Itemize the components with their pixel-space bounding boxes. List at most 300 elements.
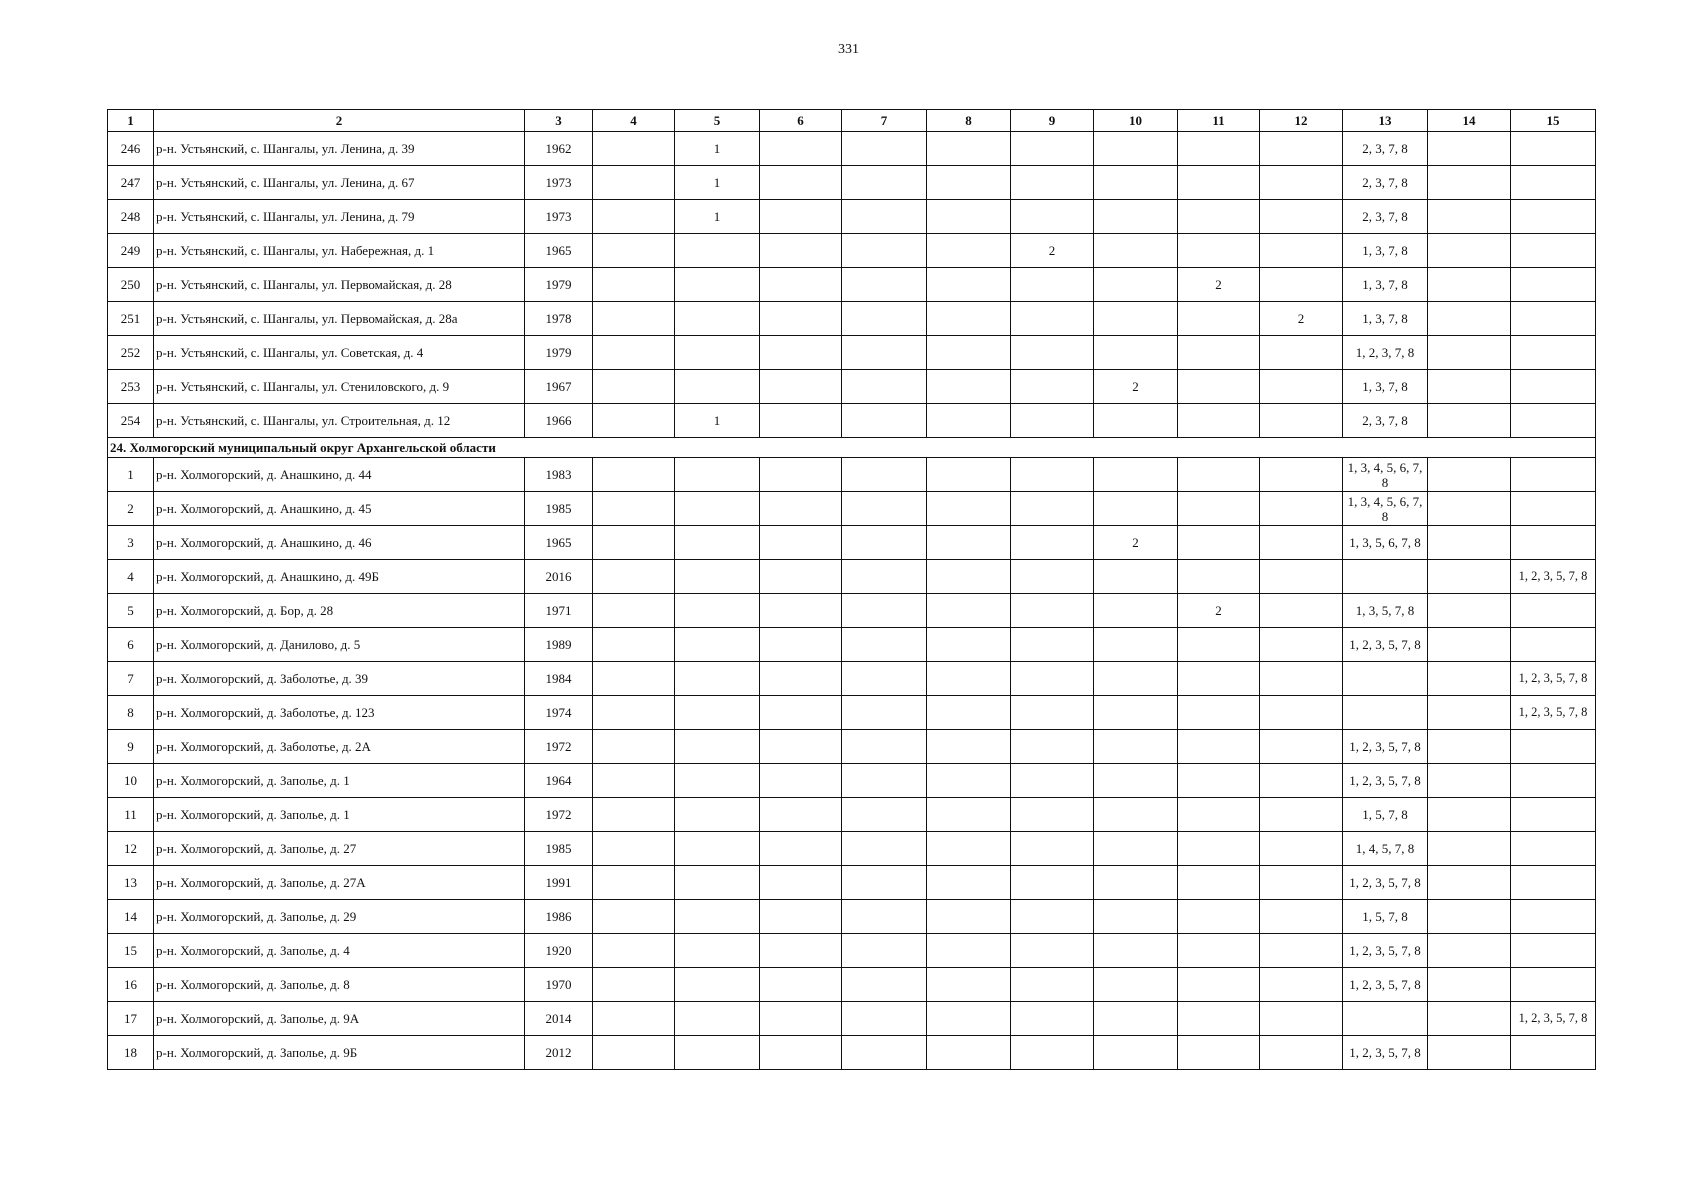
col8-cell	[927, 526, 1011, 560]
col8-cell	[927, 234, 1011, 268]
col15-cell	[1511, 764, 1596, 798]
col6-cell	[760, 832, 842, 866]
column-header: 4	[593, 110, 675, 132]
col7-cell	[842, 934, 927, 968]
col13-cell: 1, 2, 3, 5, 7, 8	[1343, 866, 1428, 900]
col13-cell: 1, 2, 3, 5, 7, 8	[1343, 628, 1428, 662]
col8-cell	[927, 696, 1011, 730]
year-cell: 1964	[525, 764, 593, 798]
col7-cell	[842, 458, 927, 492]
col4-cell	[593, 302, 675, 336]
col13-cell: 1, 2, 3, 5, 7, 8	[1343, 764, 1428, 798]
col4-cell	[593, 594, 675, 628]
address-cell: р-н. Устьянский, с. Шангалы, ул. Набережная, д. 1	[154, 234, 525, 268]
col14-cell	[1428, 832, 1511, 866]
col9-cell	[1011, 730, 1094, 764]
col6-cell	[760, 662, 842, 696]
col15-cell	[1511, 628, 1596, 662]
col5-cell: 1	[675, 132, 760, 166]
col11-cell	[1178, 1036, 1260, 1070]
col8-cell	[927, 1002, 1011, 1036]
col13-cell: 1, 5, 7, 8	[1343, 900, 1428, 934]
col8-cell	[927, 492, 1011, 526]
col11-cell	[1178, 628, 1260, 662]
address-cell: р-н. Холмогорский, д. Анашкино, д. 46	[154, 526, 525, 560]
col10-cell	[1094, 336, 1178, 370]
year-cell: 2014	[525, 1002, 593, 1036]
year-cell: 1985	[525, 832, 593, 866]
col12-cell	[1260, 764, 1343, 798]
col4-cell	[593, 370, 675, 404]
col7-cell	[842, 764, 927, 798]
col15-cell	[1511, 132, 1596, 166]
col12-cell	[1260, 492, 1343, 526]
col11-cell	[1178, 866, 1260, 900]
col9-cell	[1011, 458, 1094, 492]
year-cell: 1978	[525, 302, 593, 336]
col14-cell	[1428, 764, 1511, 798]
col13-cell: 1, 2, 3, 5, 7, 8	[1343, 934, 1428, 968]
col14-cell	[1428, 628, 1511, 662]
table-row	[108, 370, 1596, 404]
address-cell: р-н. Холмогорский, д. Заполье, д. 27А	[154, 866, 525, 900]
col9-cell	[1011, 832, 1094, 866]
col14-cell	[1428, 132, 1511, 166]
col9-cell	[1011, 696, 1094, 730]
year-cell: 1967	[525, 370, 593, 404]
col7-cell	[842, 662, 927, 696]
row-number: 17	[108, 1002, 154, 1036]
year-cell: 1965	[525, 234, 593, 268]
column-header: 14	[1428, 110, 1511, 132]
col11-cell	[1178, 934, 1260, 968]
col6-cell	[760, 968, 842, 1002]
col6-cell	[760, 336, 842, 370]
table-row	[108, 234, 1596, 268]
col9-cell	[1011, 1002, 1094, 1036]
col12-cell	[1260, 1036, 1343, 1070]
col8-cell	[927, 370, 1011, 404]
col15-cell	[1511, 370, 1596, 404]
row-number: 2	[108, 492, 154, 526]
col9-cell	[1011, 798, 1094, 832]
col6-cell	[760, 234, 842, 268]
col14-cell	[1428, 234, 1511, 268]
col9-cell	[1011, 302, 1094, 336]
year-cell: 1984	[525, 662, 593, 696]
col4-cell	[593, 166, 675, 200]
col12-cell	[1260, 662, 1343, 696]
col14-cell	[1428, 404, 1511, 438]
col8-cell	[927, 404, 1011, 438]
col10-cell	[1094, 764, 1178, 798]
col15-cell	[1511, 336, 1596, 370]
col5-cell	[675, 628, 760, 662]
buildings-table	[107, 109, 1596, 1070]
col6-cell	[760, 200, 842, 234]
col5-cell	[675, 492, 760, 526]
col4-cell	[593, 968, 675, 1002]
col15-cell	[1511, 200, 1596, 234]
year-cell: 1989	[525, 628, 593, 662]
col8-cell	[927, 268, 1011, 302]
col7-cell	[842, 166, 927, 200]
col11-cell	[1178, 302, 1260, 336]
col14-cell	[1428, 302, 1511, 336]
col7-cell	[842, 594, 927, 628]
col5-cell: 1	[675, 404, 760, 438]
col8-cell	[927, 832, 1011, 866]
address-cell: р-н. Устьянский, с. Шангалы, ул. Первомайская, д. 28а	[154, 302, 525, 336]
table-row	[108, 832, 1596, 866]
col10-cell	[1094, 798, 1178, 832]
address-cell: р-н. Холмогорский, д. Заполье, д. 29	[154, 900, 525, 934]
col4-cell	[593, 1002, 675, 1036]
header-row	[108, 110, 1596, 132]
col15-cell	[1511, 900, 1596, 934]
col14-cell	[1428, 934, 1511, 968]
address-cell: р-н. Устьянский, с. Шангалы, ул. Ленина, д. 67	[154, 166, 525, 200]
section-title: 24. Холмогорский муниципальный округ Архангельской области	[108, 438, 1596, 458]
col15-cell	[1511, 798, 1596, 832]
col12-cell	[1260, 560, 1343, 594]
col6-cell	[760, 268, 842, 302]
col6-cell	[760, 1036, 842, 1070]
col8-cell	[927, 798, 1011, 832]
year-cell: 1986	[525, 900, 593, 934]
col13-cell: 1, 3, 5, 6, 7, 8	[1343, 526, 1428, 560]
address-cell: р-н. Устьянский, с. Шангалы, ул. Стениловского, д. 9	[154, 370, 525, 404]
col5-cell: 1	[675, 200, 760, 234]
year-cell: 1985	[525, 492, 593, 526]
col10-cell	[1094, 560, 1178, 594]
col15-cell	[1511, 866, 1596, 900]
col4-cell	[593, 628, 675, 662]
col14-cell	[1428, 492, 1511, 526]
col11-cell	[1178, 492, 1260, 526]
row-number: 254	[108, 404, 154, 438]
address-cell: р-н. Холмогорский, д. Заполье, д. 4	[154, 934, 525, 968]
col6-cell	[760, 560, 842, 594]
col5-cell	[675, 866, 760, 900]
col4-cell	[593, 268, 675, 302]
col12-cell	[1260, 832, 1343, 866]
col4-cell	[593, 132, 675, 166]
col4-cell	[593, 900, 675, 934]
row-number: 14	[108, 900, 154, 934]
row-number: 5	[108, 594, 154, 628]
address-cell: р-н. Холмогорский, д. Заполье, д. 27	[154, 832, 525, 866]
col8-cell	[927, 166, 1011, 200]
table-row	[108, 132, 1596, 166]
address-cell: р-н. Холмогорский, д. Заполье, д. 8	[154, 968, 525, 1002]
row-number: 246	[108, 132, 154, 166]
col5-cell	[675, 968, 760, 1002]
col13-cell: 1, 2, 3, 7, 8	[1343, 336, 1428, 370]
col12-cell	[1260, 866, 1343, 900]
section-row	[108, 438, 1596, 458]
address-cell: р-н. Устьянский, с. Шангалы, ул. Ленина, д. 39	[154, 132, 525, 166]
col6-cell	[760, 798, 842, 832]
row-number: 1	[108, 458, 154, 492]
col8-cell	[927, 764, 1011, 798]
col11-cell	[1178, 458, 1260, 492]
table-row	[108, 968, 1596, 1002]
column-header: 3	[525, 110, 593, 132]
col13-cell: 1, 3, 7, 8	[1343, 302, 1428, 336]
col5-cell: 1	[675, 166, 760, 200]
year-cell: 1983	[525, 458, 593, 492]
col8-cell	[927, 1036, 1011, 1070]
col10-cell	[1094, 594, 1178, 628]
address-cell: р-н. Холмогорский, д. Анашкино, д. 45	[154, 492, 525, 526]
col6-cell	[760, 370, 842, 404]
row-number: 7	[108, 662, 154, 696]
col15-cell	[1511, 730, 1596, 764]
col6-cell	[760, 404, 842, 438]
table-row	[108, 1036, 1596, 1070]
col13-cell	[1343, 696, 1428, 730]
col11-cell	[1178, 798, 1260, 832]
col15-cell	[1511, 594, 1596, 628]
year-cell: 1965	[525, 526, 593, 560]
row-number: 247	[108, 166, 154, 200]
col7-cell	[842, 132, 927, 166]
col13-cell: 2, 3, 7, 8	[1343, 200, 1428, 234]
col8-cell	[927, 730, 1011, 764]
year-cell: 1973	[525, 166, 593, 200]
col8-cell	[927, 336, 1011, 370]
col10-cell	[1094, 404, 1178, 438]
column-header: 1	[108, 110, 154, 132]
col5-cell	[675, 798, 760, 832]
col9-cell	[1011, 526, 1094, 560]
col11-cell	[1178, 370, 1260, 404]
col15-cell: 1, 2, 3, 5, 7, 8	[1511, 696, 1596, 730]
row-number: 3	[108, 526, 154, 560]
col11-cell	[1178, 234, 1260, 268]
column-header: 10	[1094, 110, 1178, 132]
col10-cell	[1094, 200, 1178, 234]
row-number: 11	[108, 798, 154, 832]
col11-cell	[1178, 526, 1260, 560]
col12-cell	[1260, 628, 1343, 662]
col12-cell	[1260, 200, 1343, 234]
col15-cell	[1511, 492, 1596, 526]
col4-cell	[593, 404, 675, 438]
col4-cell	[593, 934, 675, 968]
col7-cell	[842, 798, 927, 832]
row-number: 252	[108, 336, 154, 370]
column-header: 13	[1343, 110, 1428, 132]
col4-cell	[593, 560, 675, 594]
col11-cell	[1178, 404, 1260, 438]
row-number: 253	[108, 370, 154, 404]
col13-cell: 1, 3, 7, 8	[1343, 234, 1428, 268]
col5-cell	[675, 560, 760, 594]
col5-cell	[675, 234, 760, 268]
col8-cell	[927, 594, 1011, 628]
col13-cell	[1343, 662, 1428, 696]
col9-cell	[1011, 594, 1094, 628]
col15-cell	[1511, 404, 1596, 438]
address-cell: р-н. Холмогорский, д. Анашкино, д. 44	[154, 458, 525, 492]
address-cell: р-н. Холмогорский, д. Заболотье, д. 39	[154, 662, 525, 696]
col15-cell	[1511, 934, 1596, 968]
address-cell: р-н. Устьянский, с. Шангалы, ул. Советская, д. 4	[154, 336, 525, 370]
table-row	[108, 628, 1596, 662]
table-row	[108, 594, 1596, 628]
col13-cell: 2, 3, 7, 8	[1343, 166, 1428, 200]
column-header: 2	[154, 110, 525, 132]
col10-cell	[1094, 234, 1178, 268]
col10-cell	[1094, 628, 1178, 662]
col12-cell	[1260, 1002, 1343, 1036]
year-cell: 1972	[525, 798, 593, 832]
col14-cell	[1428, 968, 1511, 1002]
col11-cell: 2	[1178, 268, 1260, 302]
col7-cell	[842, 696, 927, 730]
col14-cell	[1428, 166, 1511, 200]
col7-cell	[842, 1036, 927, 1070]
col9-cell	[1011, 200, 1094, 234]
row-number: 248	[108, 200, 154, 234]
col11-cell	[1178, 764, 1260, 798]
table-row	[108, 166, 1596, 200]
table-row	[108, 560, 1596, 594]
col13-cell	[1343, 560, 1428, 594]
col9-cell: 2	[1011, 234, 1094, 268]
col12-cell: 2	[1260, 302, 1343, 336]
col5-cell	[675, 730, 760, 764]
col4-cell	[593, 662, 675, 696]
table-row	[108, 934, 1596, 968]
col12-cell	[1260, 798, 1343, 832]
col9-cell	[1011, 934, 1094, 968]
col14-cell	[1428, 336, 1511, 370]
col14-cell	[1428, 662, 1511, 696]
col14-cell	[1428, 1002, 1511, 1036]
col5-cell	[675, 662, 760, 696]
year-cell: 1974	[525, 696, 593, 730]
col10-cell	[1094, 832, 1178, 866]
col11-cell	[1178, 662, 1260, 696]
col9-cell	[1011, 132, 1094, 166]
col9-cell	[1011, 1036, 1094, 1070]
address-cell: р-н. Холмогорский, д. Заполье, д. 9Б	[154, 1036, 525, 1070]
col7-cell	[842, 200, 927, 234]
year-cell: 1973	[525, 200, 593, 234]
col7-cell	[842, 268, 927, 302]
table-row	[108, 900, 1596, 934]
col4-cell	[593, 492, 675, 526]
col15-cell: 1, 2, 3, 5, 7, 8	[1511, 662, 1596, 696]
col6-cell	[760, 730, 842, 764]
col14-cell	[1428, 798, 1511, 832]
year-cell: 1966	[525, 404, 593, 438]
col6-cell	[760, 166, 842, 200]
address-cell: р-н. Холмогорский, д. Заболотье, д. 123	[154, 696, 525, 730]
col14-cell	[1428, 560, 1511, 594]
col13-cell: 1, 3, 4, 5, 6, 7, 8	[1343, 492, 1428, 526]
table-body	[108, 132, 1596, 1070]
column-header: 5	[675, 110, 760, 132]
row-number: 251	[108, 302, 154, 336]
col10-cell	[1094, 1036, 1178, 1070]
col14-cell	[1428, 696, 1511, 730]
col7-cell	[842, 404, 927, 438]
col4-cell	[593, 336, 675, 370]
table-row	[108, 696, 1596, 730]
col12-cell	[1260, 234, 1343, 268]
col10-cell: 2	[1094, 526, 1178, 560]
col10-cell	[1094, 866, 1178, 900]
row-number: 249	[108, 234, 154, 268]
col9-cell	[1011, 968, 1094, 1002]
row-number: 12	[108, 832, 154, 866]
col6-cell	[760, 526, 842, 560]
table-row	[108, 336, 1596, 370]
table-row	[108, 662, 1596, 696]
col9-cell	[1011, 560, 1094, 594]
col5-cell	[675, 336, 760, 370]
col9-cell	[1011, 336, 1094, 370]
address-cell: р-н. Устьянский, с. Шангалы, ул. Первомайская, д. 28	[154, 268, 525, 302]
col5-cell	[675, 900, 760, 934]
col5-cell	[675, 832, 760, 866]
col11-cell	[1178, 696, 1260, 730]
col7-cell	[842, 730, 927, 764]
table-row	[108, 268, 1596, 302]
col14-cell	[1428, 1036, 1511, 1070]
col8-cell	[927, 132, 1011, 166]
row-number: 4	[108, 560, 154, 594]
col8-cell	[927, 560, 1011, 594]
year-cell: 2012	[525, 1036, 593, 1070]
col13-cell: 1, 2, 3, 5, 7, 8	[1343, 730, 1428, 764]
col8-cell	[927, 900, 1011, 934]
column-header: 9	[1011, 110, 1094, 132]
table-row	[108, 764, 1596, 798]
col6-cell	[760, 302, 842, 336]
col6-cell	[760, 458, 842, 492]
col9-cell	[1011, 492, 1094, 526]
col12-cell	[1260, 166, 1343, 200]
table-row	[108, 730, 1596, 764]
col6-cell	[760, 1002, 842, 1036]
column-header: 15	[1511, 110, 1596, 132]
col10-cell: 2	[1094, 370, 1178, 404]
col11-cell	[1178, 132, 1260, 166]
col4-cell	[593, 696, 675, 730]
col9-cell	[1011, 866, 1094, 900]
col10-cell	[1094, 696, 1178, 730]
col5-cell	[675, 1002, 760, 1036]
table-row	[108, 302, 1596, 336]
col5-cell	[675, 1036, 760, 1070]
address-cell: р-н. Холмогорский, д. Данилово, д. 5	[154, 628, 525, 662]
col12-cell	[1260, 404, 1343, 438]
col10-cell	[1094, 1002, 1178, 1036]
address-cell: р-н. Холмогорский, д. Бор, д. 28	[154, 594, 525, 628]
col10-cell	[1094, 458, 1178, 492]
col6-cell	[760, 764, 842, 798]
column-header: 12	[1260, 110, 1343, 132]
col7-cell	[842, 370, 927, 404]
col4-cell	[593, 730, 675, 764]
address-cell: р-н. Устьянский, с. Шангалы, ул. Ленина, д. 79	[154, 200, 525, 234]
col13-cell: 1, 2, 3, 5, 7, 8	[1343, 968, 1428, 1002]
